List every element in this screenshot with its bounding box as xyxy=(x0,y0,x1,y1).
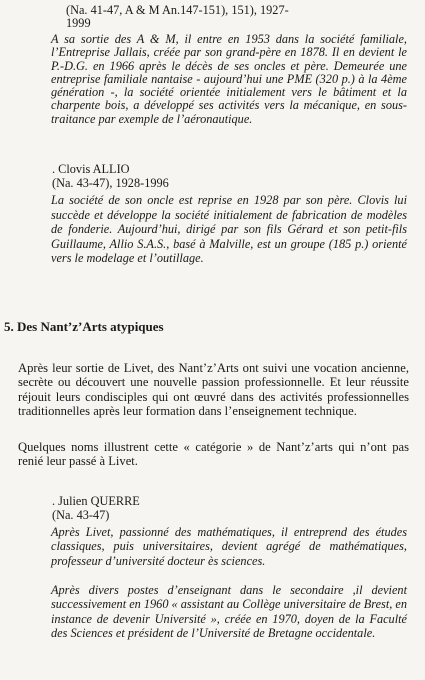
entry-1-reference xyxy=(66,4,406,30)
entry-2-biography: La société de son oncle est reprise en 1928 par son père. Clovis lui succède et développe la société initialement de fabrication de modèles de fonderie. Aujourd’hui, dirigé par son fils Gérard et son petit-fils Guillaume, Allio S.A.S., basé à Malville, est un groupe (185 p.) orienté vers le modelage et l’outillage. xyxy=(51,193,407,266)
section-paragraph-2: Quelques noms illustrent cette « catégorie » de Nant’z’arts qui n’ont pas renié leur passé à Livet. xyxy=(18,440,409,469)
entry-3-biography-part-1: Après Livet, passionné des mathématiques, il entreprend des études classiques, puis universitaires, devient agrégé de mathématiques, professeur d’université docteur ès sciences. xyxy=(51,525,407,568)
entry-1-reference-line-1: (Na. 41-47, A & M An.147-151), 151), 1927- xyxy=(66,3,289,17)
entry-3-reference: (Na. 43-47) xyxy=(52,508,110,522)
entry-1-biography: A sa sortie des A & M, il entre en 1953 dans la société familiale, l’Entreprise Jallais, créée par son grand-père en 1878. Il en devient le P.-D.G. en 1966 après le décès de ses oncles et père. Demeurée une entreprise familiale nantaise - aujourd’hui une PME (320 p.) à la 4ème génération -, la société orientée initialement vers le bâtiment et la charpente bois, a développé ses activités vers la mécanique, en sous-traitance par exemple de l’aéronautique. xyxy=(51,32,407,126)
entry-1-reference-line-2: 1999 xyxy=(66,16,91,30)
section-heading: 5. Des Nant’z’Arts atypiques xyxy=(4,319,164,334)
section-paragraph-1: Après leur sortie de Livet, des Nant’z’Arts ont suivi une vocation ancienne, secrète ou découvert une nouvelle passion professionnelle. Et leur réussite réjouit leurs condisciples qui ont œuvré dans des activités professionnelles traditionnelles après leur formation dans l’enseignement technique. xyxy=(18,361,409,419)
entry-3-biography-part-2: Après divers postes d’enseignant dans le secondaire ,il devient successivement en 1960 « assistant au Collège universitaire de Brest, en instance de devenir Université », créée en 1970, doyen de la Faculté des Sciences et président de l’Université de Bretagne occidentale. xyxy=(51,583,407,640)
entry-2-name: . Clovis ALLIO xyxy=(52,162,130,176)
entry-2-reference: (Na. 43-47), 1928-1996 xyxy=(52,176,169,190)
entry-3-name: . Julien QUERRE xyxy=(52,494,140,508)
